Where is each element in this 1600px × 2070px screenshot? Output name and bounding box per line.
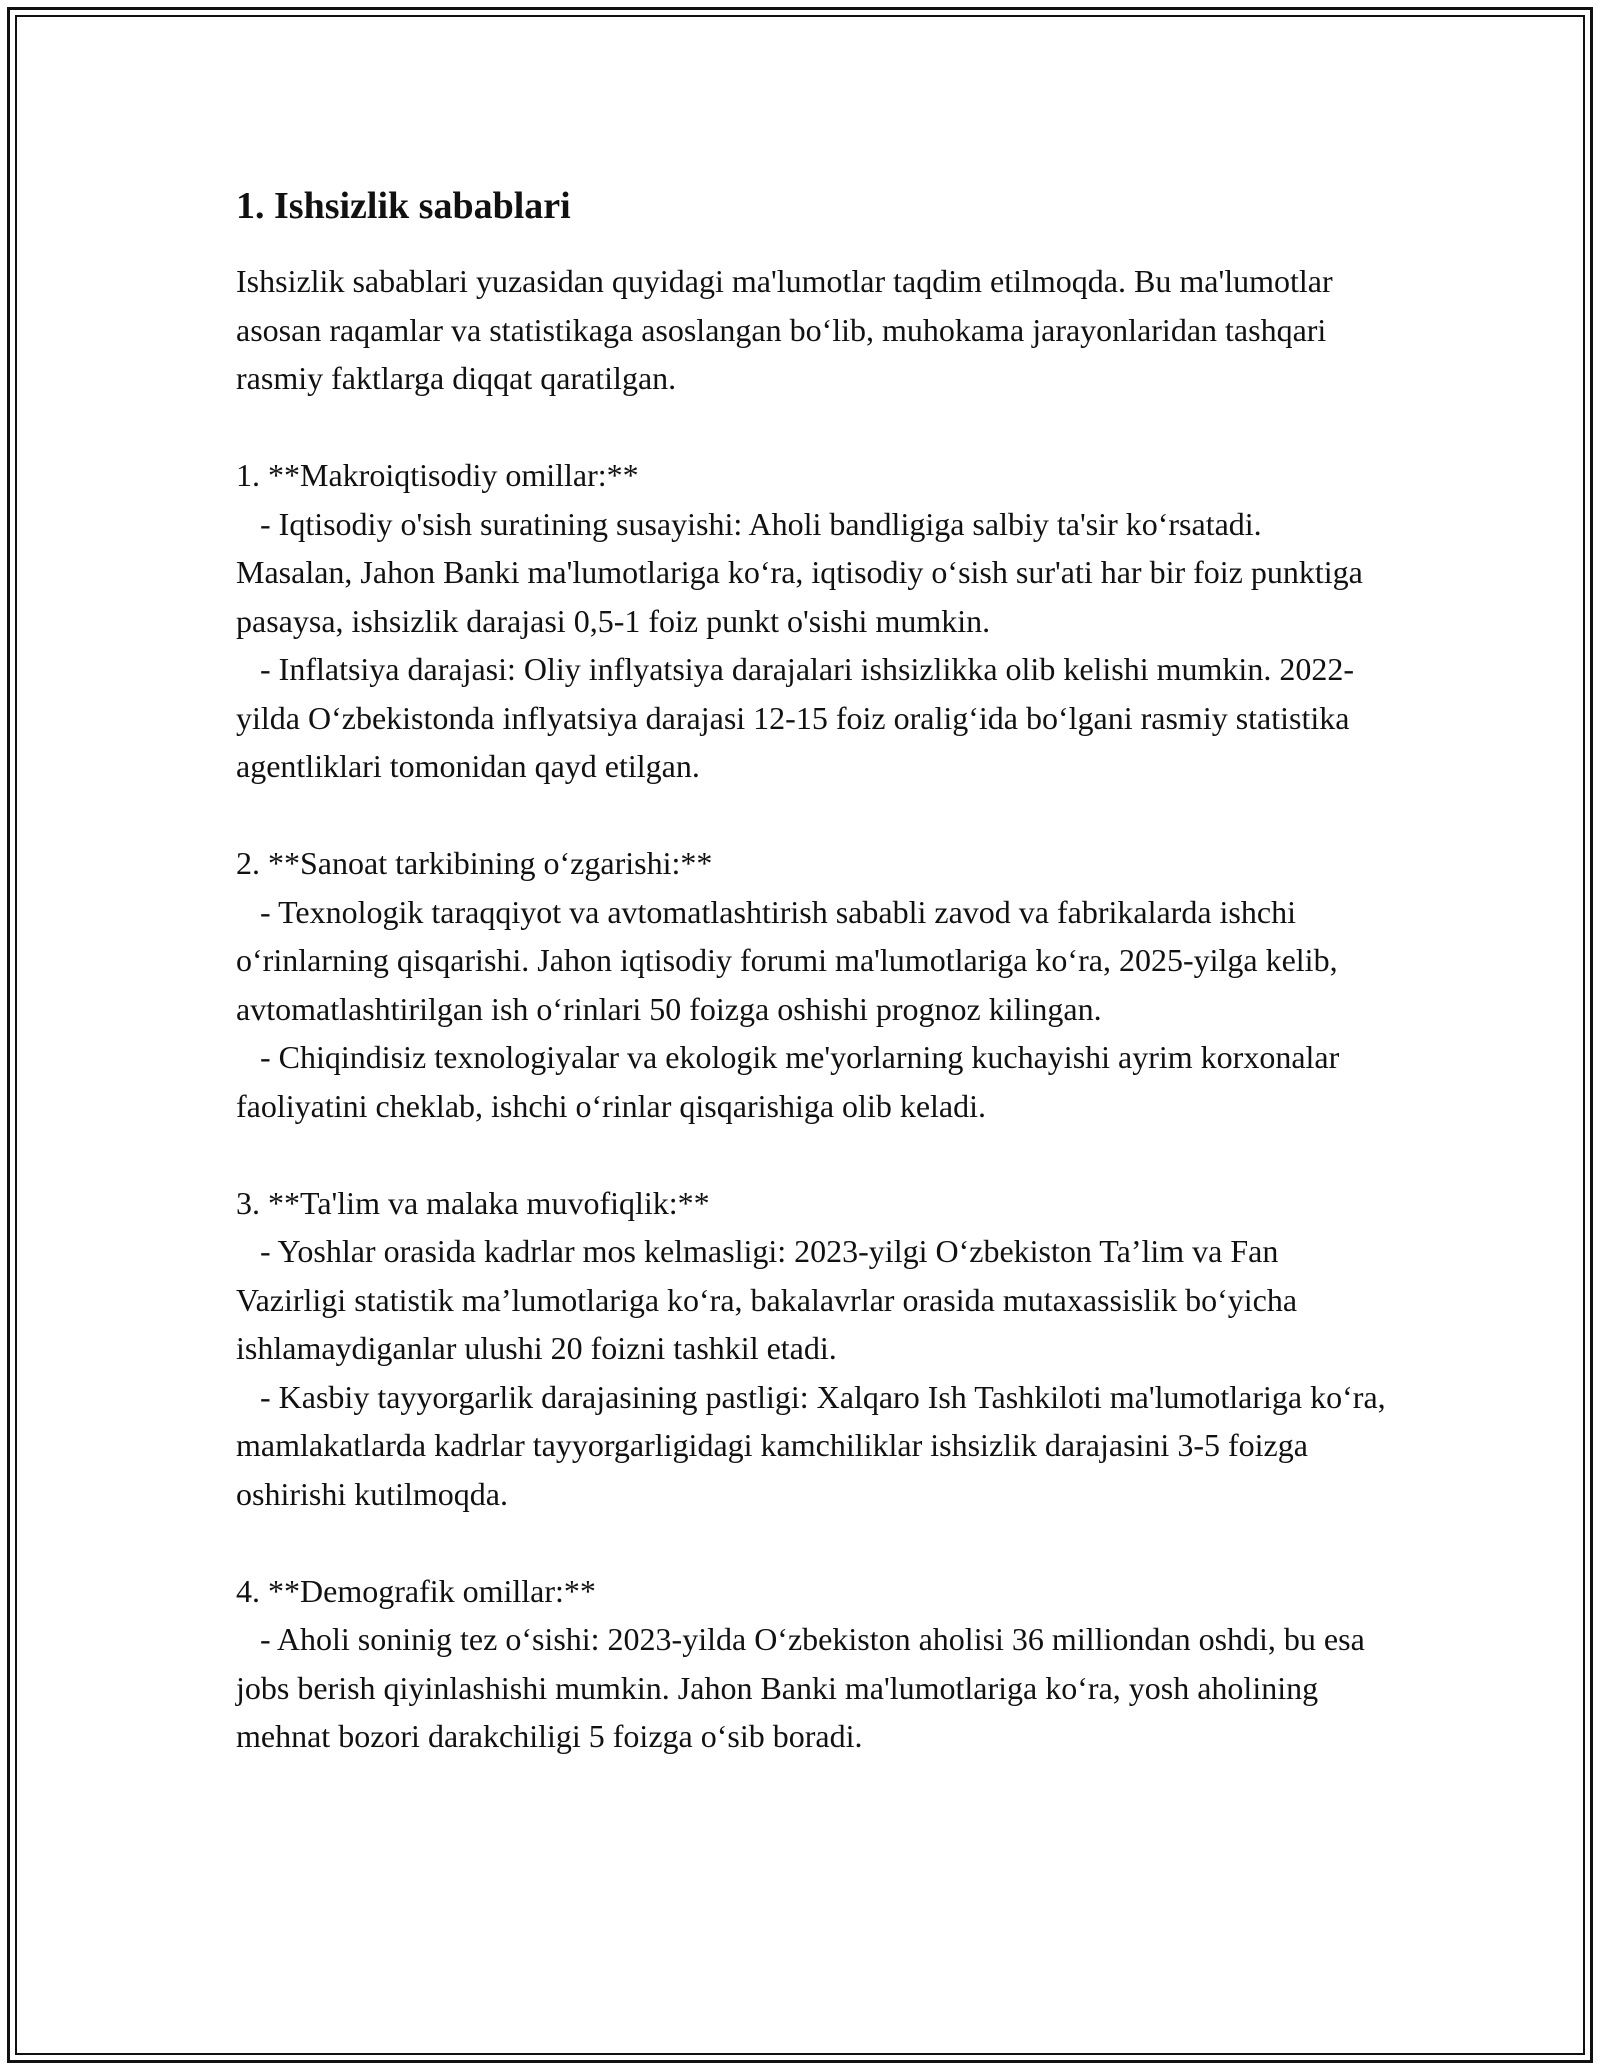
list-item-text: - Inflatsiya darajasi: Oliy inflyatsiya darajalari ishsizlikka olib kelishi mumkin. 2022-yilda O‘zbekistonda inflyatsiya darajasi 12-15 foiz oralig‘ida bo‘lgani rasmiy statistika agentliklari tomonidan qayd etilgan. — [236, 651, 1354, 785]
document-body — [236, 182, 1386, 1761]
section-title: 2. **Sanoat tarkibining o‘zgarishi:** — [236, 845, 713, 882]
spacer — [236, 1130, 1386, 1179]
list-item — [236, 1227, 1386, 1373]
list-item — [236, 888, 1386, 1034]
section-macroeconomic — [236, 451, 1386, 791]
section-title: 3. **Ta'lim va malaka muvofiqlik:** — [236, 1184, 710, 1221]
intro-paragraph: Ishsizlik sabablari yuzasidan quyidagi ma'lumotlar taqdim etilmoqda. Bu ma'lumotlar asosan raqamlar va statistikaga asoslangan bo‘lib, muhokama jarayonlaridan tashqari rasmiy faktlarga diqqat qaratilgan. — [236, 263, 1333, 397]
list-item — [236, 1373, 1386, 1519]
list-item-text: - Texnologik taraqqiyot va avtomatlashtirish sababli zavod va fabrikalarda ishchi o‘rinlarning qisqarishi. Jahon iqtisodiy forumi ma'lumotlariga ko‘ra, 2025-yilga kelib, avtomatlashtirilgan ish o‘rinlari 50 foizga oshishi prognoz kilingan. — [236, 893, 1338, 1027]
section-title: 4. **Demografik omillar:** — [236, 1572, 596, 1609]
section-demographic — [236, 1567, 1386, 1761]
list-item-text: - Yoshlar orasida kadrlar mos kelmasligi: 2023-yilgi O‘zbekiston Ta’lim va Fan Vazirligi statistik ma’lumotlariga ko‘ra, bakalavrlar orasida mutaxassislik bo‘yicha ishlamaydiganlar ulushi 20 foizni tashkil etadi. — [236, 1233, 1298, 1367]
section-industry — [236, 839, 1386, 1130]
spacer — [236, 1518, 1386, 1567]
spacer — [236, 403, 1386, 452]
list-item — [236, 1033, 1386, 1130]
section-title: 1. **Makroiqtisodiy omillar:** — [236, 457, 639, 494]
section-education — [236, 1179, 1386, 1519]
list-item — [236, 500, 1386, 646]
list-item-text: - Aholi soninig tez o‘sishi: 2023-yilda O‘zbekiston aholisi 36 milliondan oshdi, bu esa jobs berish qiyinlashishi mumkin. Jahon Banki ma'lumotlariga ko‘ra, yosh aholining mehnat bozori darakchiligi 5 foizga o‘sib boradi. — [236, 1621, 1365, 1755]
list-item-text: - Kasbiy tayyorgarlik darajasining pastligi: Xalqaro Ish Tashkiloti ma'lumotlariga ko‘ra, mamlakatlarda kadrlar tayyorgarligidagi kamchiliklar ishsizlik darajasini 3-5 foizga oshirishi kutilmoqda. — [236, 1378, 1386, 1512]
list-item-text: - Iqtisodiy o'sish suratining susayishi: Aholi bandligiga salbiy ta'sir ko‘rsatadi. Masalan, Jahon Banki ma'lumotlariga ko‘ra, iqtisodiy o‘sish sur'ati har bir foiz punktiga pasaysa, ishsizlik darajasi 0,5-1 foiz punkt o'sishi mumkin. — [236, 505, 1363, 639]
list-item — [236, 1615, 1386, 1761]
list-item — [236, 645, 1386, 791]
list-item-text: - Chiqindisiz texnologiyalar va ekologik me'yorlarning kuchayishi ayrim korxonalar faoliyatini cheklab, ishchi o‘rinlar qisqarishiga olib keladi. — [236, 1039, 1340, 1124]
section-heading: 1. Ishsizlik sabablari — [236, 185, 571, 227]
spacer — [236, 791, 1386, 840]
